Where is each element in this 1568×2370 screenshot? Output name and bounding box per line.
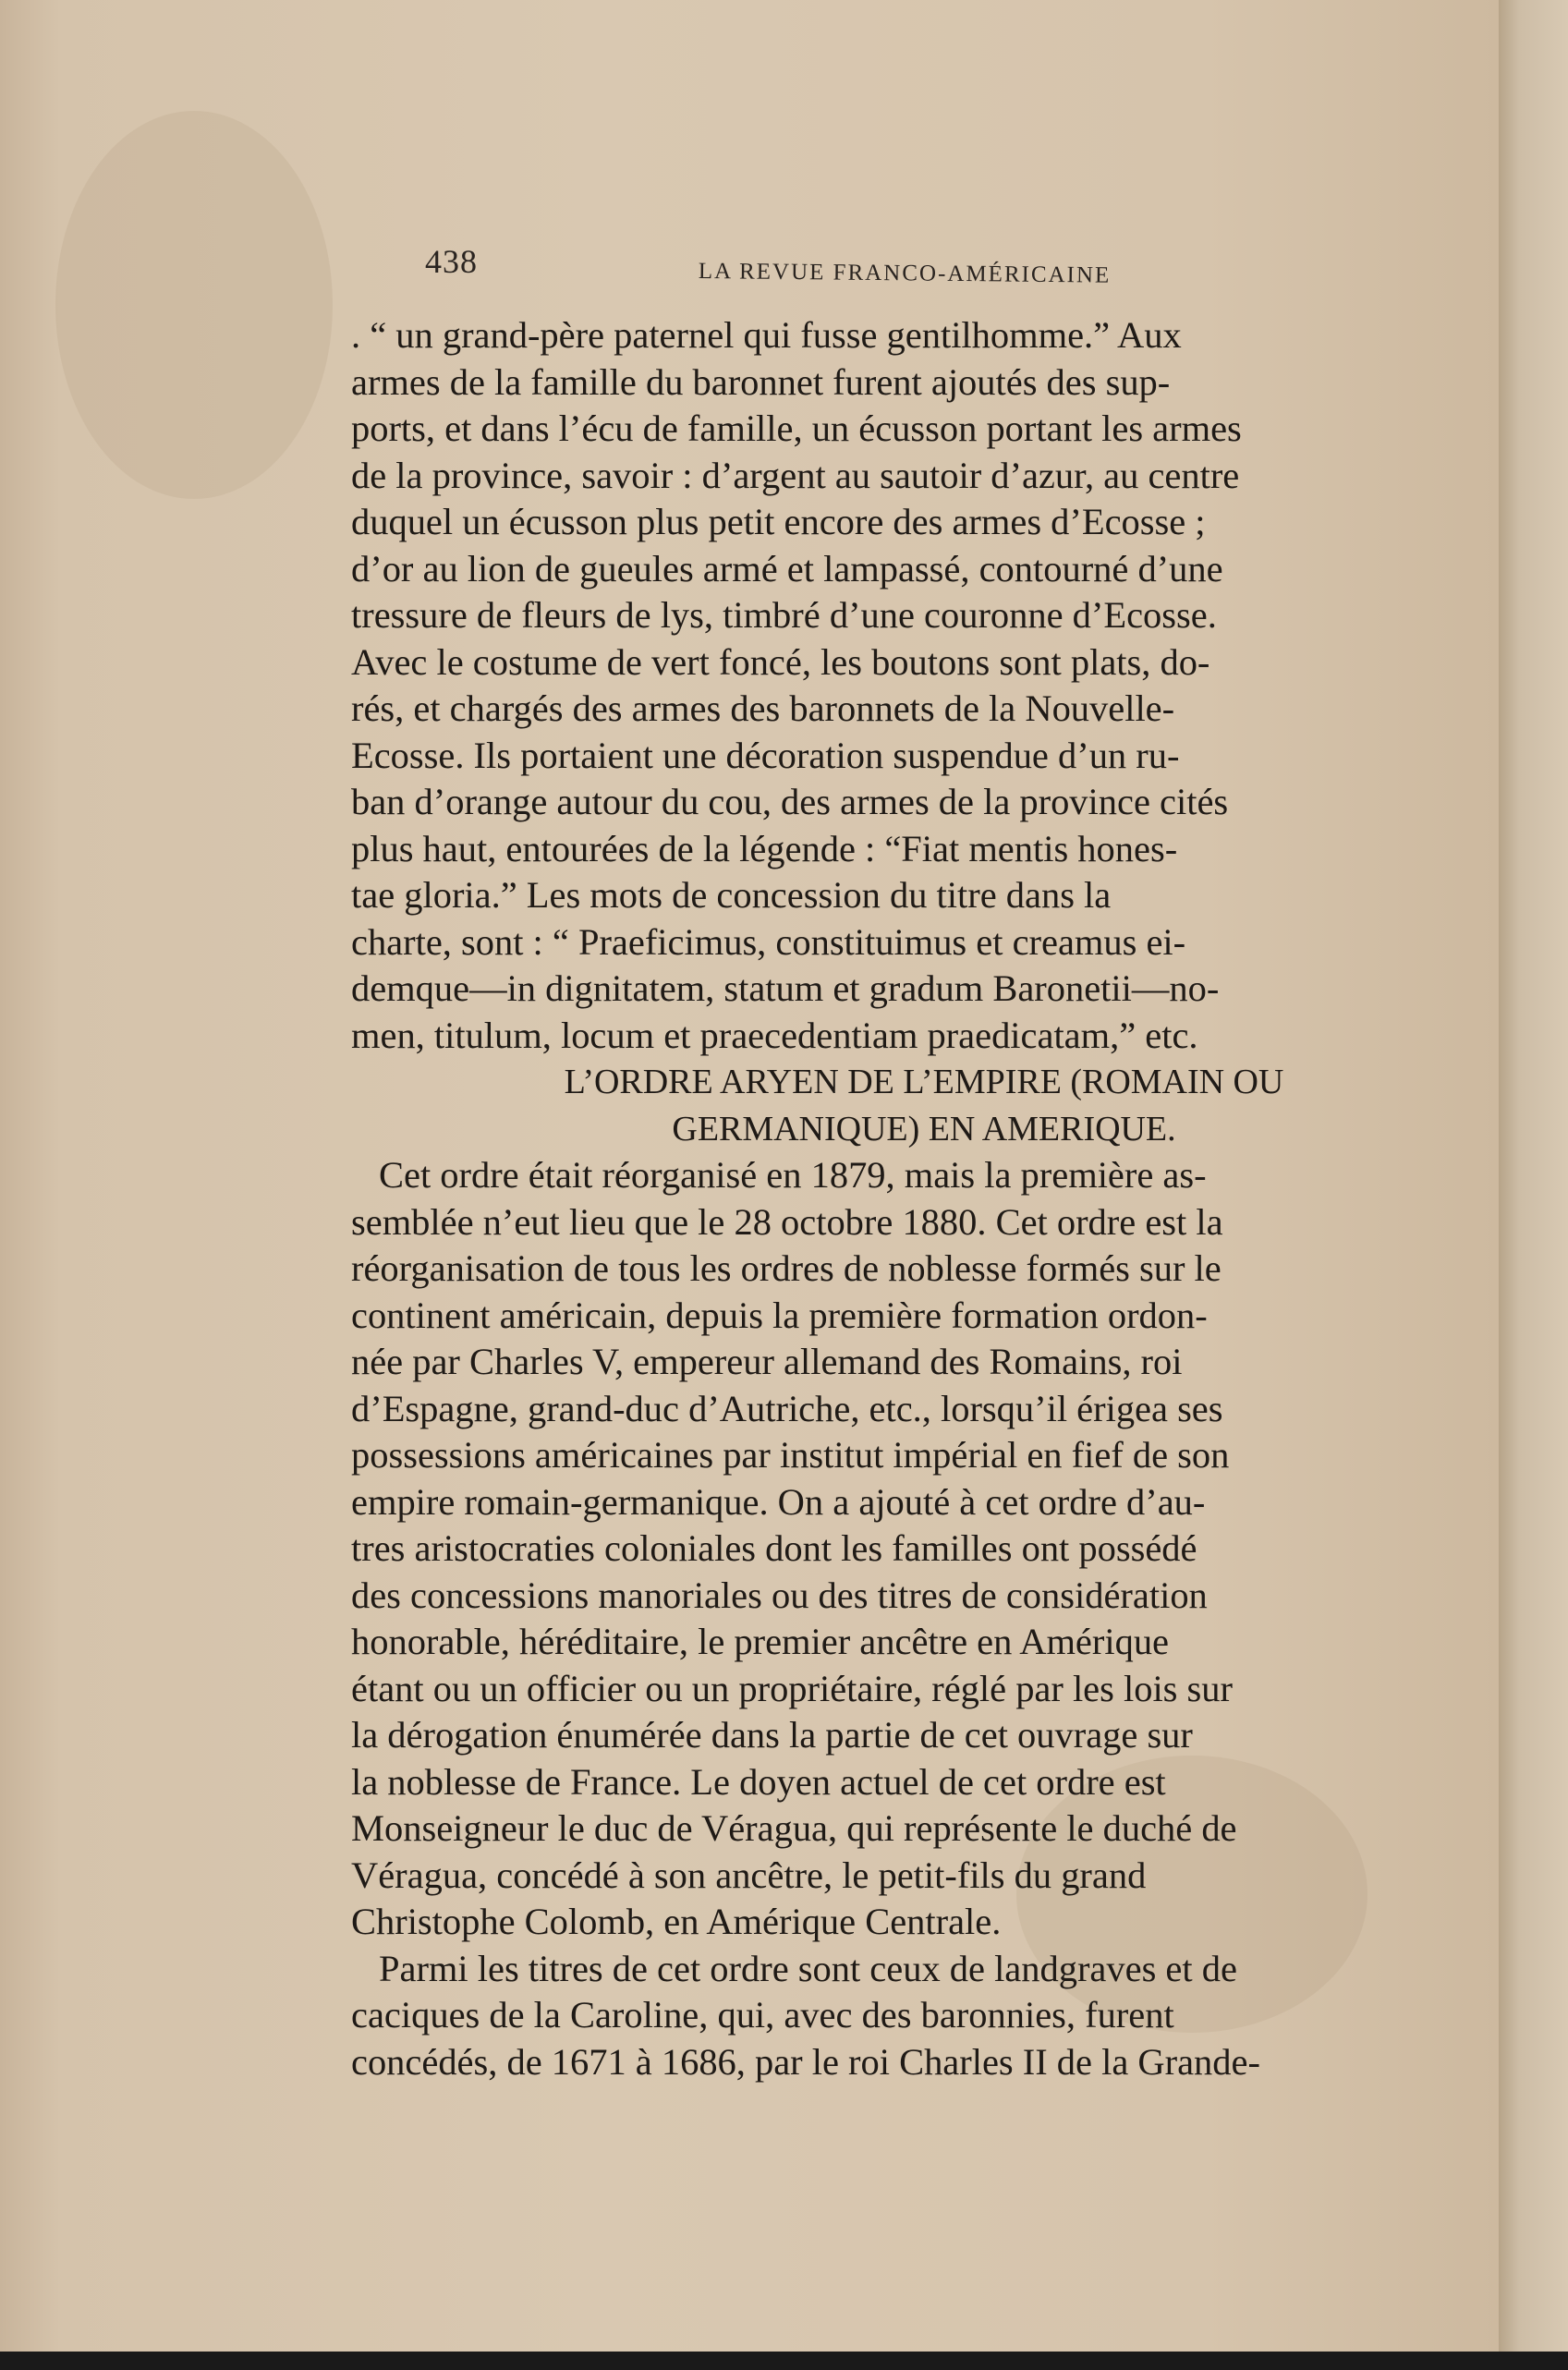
text-line: duquel un écusson plus petit encore des armes d’Ecosse ; [351,501,1206,542]
text-line: d’or au lion de gueules armé et lampassé, contourné d’une [351,547,1223,589]
text-line: tae gloria.” Les mots de concession du titre dans la [351,874,1112,916]
text-line: des concessions manoriales ou des titres de considération [351,1574,1208,1616]
paragraph-2 [351,1152,1497,1946]
text-line: honorable, héréditaire, le premier ancêtre en Amérique [351,1621,1170,1662]
text-line: continent américain, depuis la première formation ordon- [351,1294,1208,1336]
text-line: caciques de la Caroline, qui, avec des baronnies, furent [351,1994,1174,2036]
text-line: empire romain-germanique. On a ajouté à cet ordre d’au- [351,1480,1206,1523]
text-line: Cet ordre était réorganisé en 1879, mais la première as- [379,1154,1207,1196]
text-line: d’Espagne, grand-duc d’Autriche, etc., lorsqu’il érigea ses [351,1387,1223,1429]
paper-stain [55,111,333,499]
text-line: charte, sont : “ Praeficimus, constituimus et creamus ei- [351,920,1186,963]
text-line: concédés, de 1671 à 1686, par le roi Charles II de la Grande- [351,2040,1260,2083]
text-line: armes de la famille du baronnet furent ajoutés des sup- [351,360,1171,403]
page-number: 438 [425,243,478,280]
text-line: née par Charles V, empereur allemand des Romains, roi [351,1341,1183,1382]
scan-border [0,2352,1568,2370]
text-line: Monseigneur le duc de Véragua, qui représente le duché de [351,1807,1237,1849]
text-line: L’ORDRE ARYEN DE L’EMPIRE (ROMAIN OU [564,1063,1284,1101]
running-title: LA REVUE FRANCO-AMÉRICAINE [698,259,1112,288]
text-line: réorganisation de tous les ordres de noblesse formés sur le [351,1247,1222,1289]
text-line: la noblesse de France. Le doyen actuel de cet ordre est [351,1760,1166,1803]
text-line: Christophe Colomb, en Amérique Centrale. [351,1901,1002,1942]
paragraph-1 [351,312,1497,1059]
text-line: possessions américaines par institut impérial en fief de son [351,1434,1230,1476]
section-heading [351,1059,1497,1152]
text-line: semblée n’eut lieu que le 28 octobre 1880. Cet ordre est la [351,1200,1223,1243]
text-line: men, titulum, locum et praecedentiam praedicatam,” etc. [351,1014,1198,1056]
text-line: Ecosse. Ils portaient une décoration suspendue d’un ru- [351,734,1180,776]
text-line: étant ou un officier ou un propriétaire, réglé par les lois sur [351,1667,1233,1709]
text-line: ports, et dans l’écu de famille, un écusson portant les armes [351,407,1242,449]
text-line: de la province, savoir : d’argent au sautoir d’azur, au centre [351,454,1240,496]
paragraph-3 [351,1946,1497,2086]
page-edge [1499,0,1568,2370]
text-line: Véragua, concédé à son ancêtre, le petit-fils du grand [351,1853,1147,1896]
text-line: GERMANIQUE) EN AMERIQUE. [672,1109,1176,1149]
text-line: tressure de fleurs de lys, timbré d’une couronne d’Ecosse. [351,594,1217,636]
body-text [351,312,1497,2085]
text-line: la dérogation énumérée dans la partie de cet ouvrage sur [351,1714,1193,1756]
text-line: tres aristocraties coloniales dont les familles ont possédé [351,1527,1197,1569]
text-line: Avec le costume de vert foncé, les boutons sont plats, do- [351,640,1210,683]
text-line: rés, et chargés des armes des baronnets de la Nouvelle- [351,687,1175,729]
text-line: . “ un grand-père paternel qui fusse gentilhomme.” Aux [351,314,1182,356]
text-line: demque—in dignitatem, statum et gradum Baronetii—no- [351,967,1220,1009]
text-line: ban d’orange autour du cou, des armes de la province cités [351,781,1229,822]
page-header [425,242,1257,288]
text-line: plus haut, entourées de la légende : “Fiat mentis hones- [351,827,1178,869]
text-line: Parmi les titres de cet ordre sont ceux de landgraves et de [379,1947,1237,1989]
